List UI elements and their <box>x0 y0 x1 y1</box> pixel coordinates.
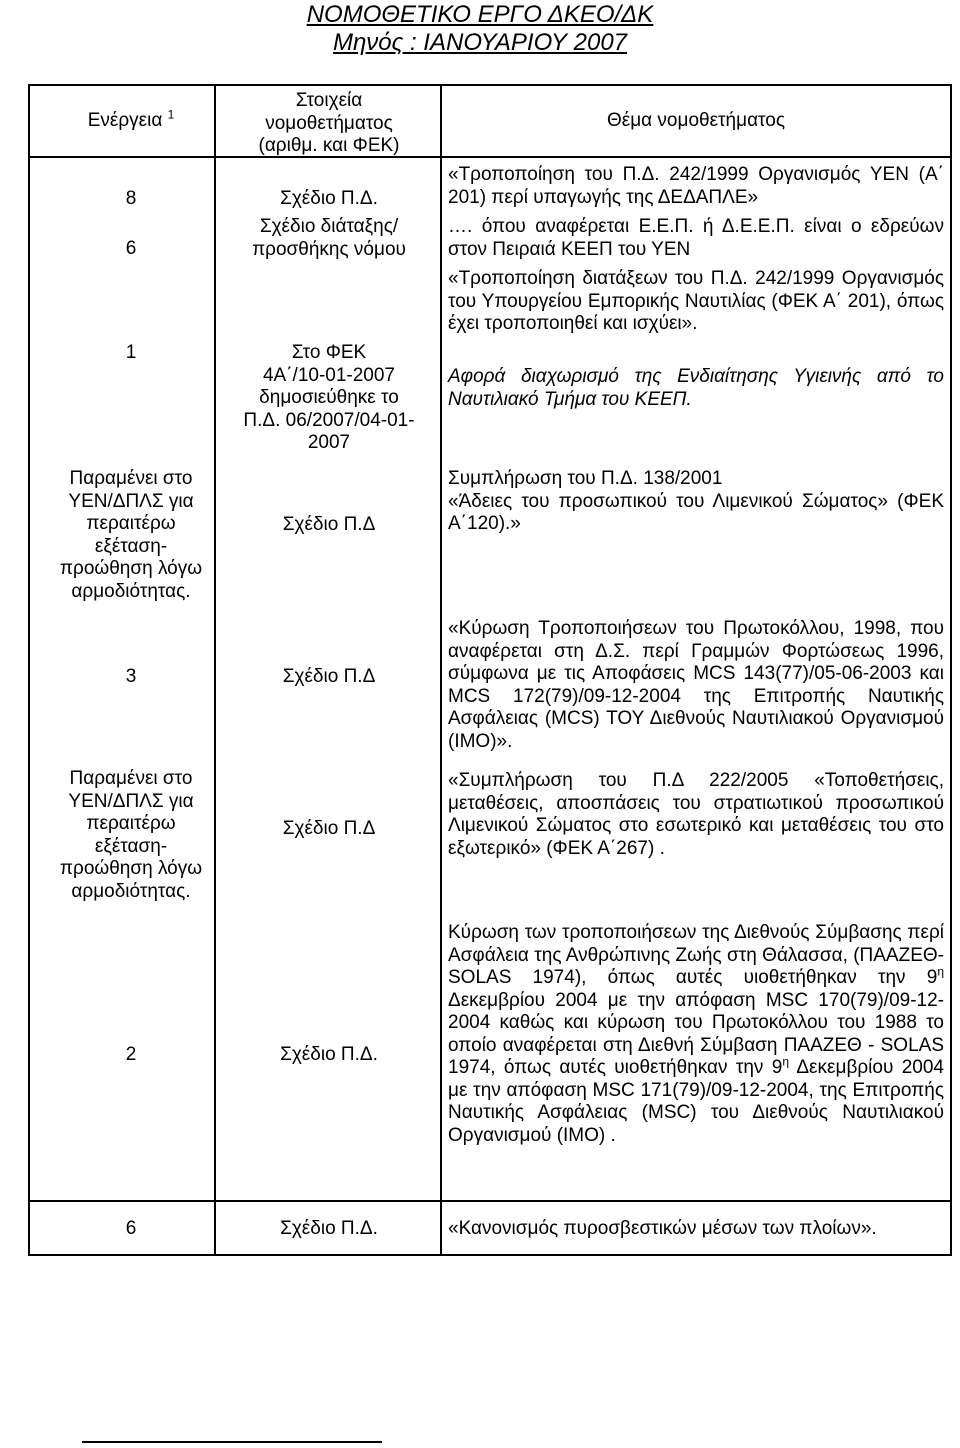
row-2-action: 6 <box>125 238 137 259</box>
row-7-action: 2 <box>125 1044 137 1065</box>
row-3-subject: «Τροποποίηση διατάξεων του Π.Δ. 242/1999 Οργανισμός του Υπουργείου Εμπορικής Ναυτιλίας (ΦΕΚ Α΄ 201), όπως έχει τροποποιηθεί και ισχύει». <box>448 268 944 334</box>
row-5-subject: «Κύρωση Τροποποιήσεων του Πρωτοκόλλου, 1998, που αναφέρεται στη Δ.Σ. περί Γραμμών Φορτώσεως 1996, σύμφωνα με τις Αποφάσεις MCS 143(77)/05-06-2003 και MCS 172(79)/09-12-2004 της Επιτροπής Ναυτικής Ασφάλειας (MCS) ΤΟΥ Διεθνούς Ναυτιλιακού Οργανισμού (ΙΜΟ)». <box>448 618 944 752</box>
row-1-subject: «Τροποποίηση του Π.Δ. 242/1999 Οργανισμός ΥΕΝ (Α΄ 201) περί υπαγωγής της ΔΕΔΑΠΛΕ» <box>448 164 944 208</box>
row-1-action: 8 <box>125 188 137 209</box>
row-7-law: Σχέδιο Π.Δ. <box>280 1044 378 1065</box>
column-divider <box>440 86 442 1254</box>
row-3-law: Στο ΦΕΚ 4Α΄/10-01-2007 δημοσιεύθηκε το Π.Δ. 06/2007/04-01- 2007 <box>243 342 415 453</box>
document-title: ΝΟΜΟΘΕΤΙΚΟ ΕΡΓΟ ΔΚΕΟ/ΔΚ <box>306 1 654 28</box>
row-3-action: 1 <box>125 342 137 363</box>
row-6-subject: «Συμπλήρωση του Π.Δ 222/2005 «Τοποθετήσεις, μεταθέσεις, αποσπάσεις του στρατιωτικού προσωπικού Λιμενικού Σώματος στο εσωτερικό και μεταθέσεις του στο εξωτερικό» (ΦΕΚ Α΄267) . <box>448 770 944 859</box>
header-action: Ενέργεια $^1$ <box>87 107 175 131</box>
row-4-law: Σχέδιο Π.Δ <box>282 514 376 535</box>
row-8-action: 6 <box>125 1218 137 1239</box>
row-8-law: Σχέδιο Π.Δ. <box>280 1218 378 1239</box>
row-4-action: Παραμένει στο ΥΕΝ/ΔΠΛΣ για περαιτέρω εξέταση- προώθηση λόγω αρμοδιότητας. <box>59 468 203 602</box>
row-3-note: Αφορά διαχωρισμό της Ενδιαίτησης Υγιεινής από το Ναυτιλιακό Τμήμα του ΚΕΕΠ. <box>448 366 944 410</box>
row-5-law: Σχέδιο Π.Δ <box>282 666 376 687</box>
footnote-separator <box>82 1441 382 1443</box>
row-7-subject: Κύρωση των τροποποιήσεων της Διεθνούς Σύμβασης περί Ασφάλεια της Ανθρώπινης Ζωής στη Θάλασσα, (ΠΑΑΖΕΘ- SOLAS 1974), όπως αυτές υιοθετήθηκαν την $9^\eta$ Δεκεμβρίου 2004 με την απόφαση MSC 170(79)/09-12-2004 καθώς και κύρωση του Πρωτοκόλλου του 1988 το οποίο αναφέρεται στη Διεθνή Σύμβαση ΠΑΑΖΕΘ - SOLAS 1974, όπως αυτές υιοθετήθηκαν την $9^\eta$ Δεκεμβρίου 2004 με την απόφαση MSC 171(79)/09-12-2004, της Επιτροπής Ναυτικής Ασφάλειας (MSC) του Διεθνούς Ναυτιλιακού Οργανισμού (ΙΜΟ) . <box>448 922 945 1146</box>
row-4-subject: Συμπλήρωση του Π.Δ. 138/2001 «Άδειες του προσωπικού του Λιμενικού Σώματος» (ΦΕΚ Α΄120).» <box>448 468 944 534</box>
header-law-data: Στοιχεία νομοθετήματος (αριθμ. και ΦΕΚ) <box>258 90 400 156</box>
row-8-subject: «Κανονισμός πυροσβεστικών μέσων των πλοίων». <box>448 1218 877 1239</box>
header-divider <box>30 156 950 158</box>
row-6-action: Παραμένει στο ΥΕΝ/ΔΠΛΣ για περαιτέρω εξέταση- προώθηση λόγω αρμοδιότητας. <box>59 768 203 902</box>
legislation-table <box>28 84 952 1256</box>
row-divider <box>30 1200 950 1202</box>
row-2-law: Σχέδιο διάταξης/ προσθήκης νόμου <box>252 216 406 260</box>
row-6-law: Σχέδιο Π.Δ <box>282 818 376 839</box>
column-divider <box>214 86 216 1254</box>
document-subtitle: Μηνός : ΙΑΝΟΥΑΡΙΟΥ 2007 <box>332 29 628 56</box>
row-2-subject: …. όπου αναφέρεται Ε.Ε.Π. ή Δ.Ε.Ε.Π. είναι ο εδρεύων στον Πειραιά ΚΕΕΠ του ΥΕΝ <box>448 216 944 260</box>
row-5-action: 3 <box>125 666 137 687</box>
row-1-law: Σχέδιο Π.Δ. <box>280 188 378 209</box>
header-subject: Θέμα νομοθετήματος <box>606 110 786 131</box>
